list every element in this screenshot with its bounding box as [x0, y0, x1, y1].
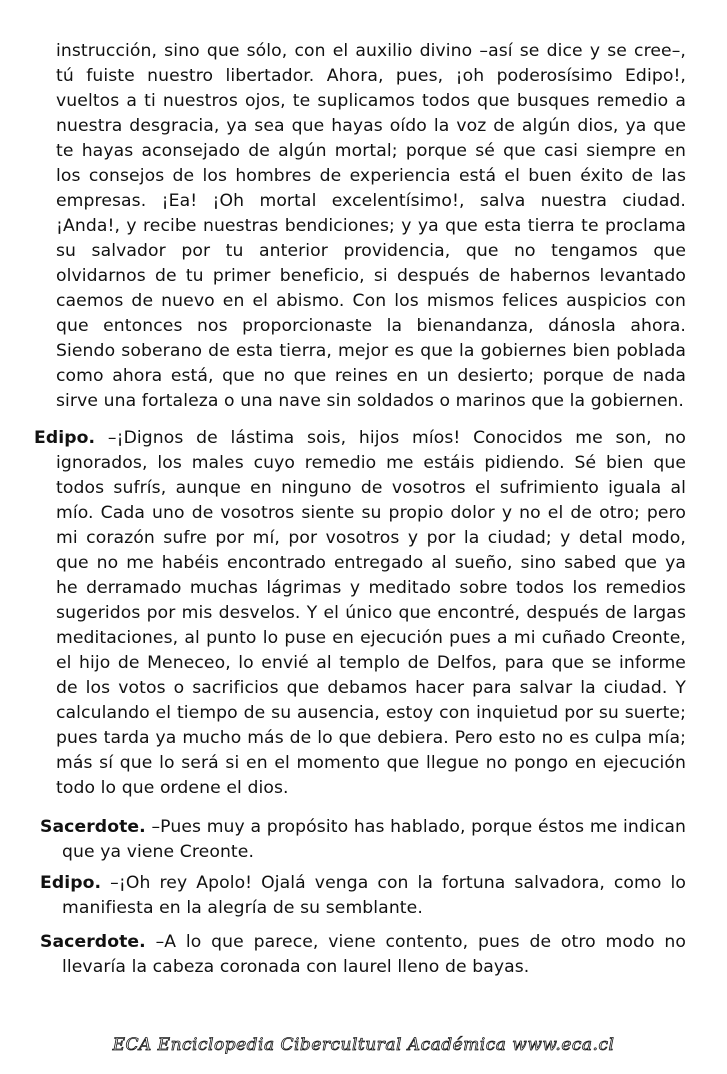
- intro-paragraph-text: instrucción, sino que sólo, con el auxilio divino –así se dice y se cree–, tú fuiste nuestro libertador. Ahora, pues, ¡oh poderosísimo Edipo!, vueltos a ti nuestros ojos, te suplicamos todos que busques remedio a nuestra desgracia, ya sea que hayas oído la voz de algún dios, ya que te hayas aconsejado de algún mortal; porque sé que casi siempre en los consejos de los hombres de experiencia está el buen éxito de las empresas. ¡Ea! ¡Oh mortal excelentísimo!, salva nuestra ciudad. ¡Anda!, y recibe nuestras bendiciones; y ya que esta tierra te proclama su salvador por tu anterior providencia, que no tengamos que olvidarnos de tu primer beneficio, si después de habernos levantado caemos de nuevo en el abismo. Con los mismos felices auspicios con que entonces nos proporcionaste la bienandanza, dánosla ahora. Siendo soberano de esta tierra, mejor es que la gobiernes bien poblada como ahora está, que no que reines en un desierto; porque de nada sirve una fortaleza o una nave sin soldados o marinos que la gobiernen.: [56, 41, 686, 411]
- speaker-name: Sacerdote.: [40, 817, 146, 837]
- speech-text: –Pues muy a propósito has hablado, porque éstos me indican que ya viene Creonte.: [62, 817, 686, 862]
- sacerdote-speech-1: [40, 815, 686, 865]
- intro-paragraph: [56, 39, 686, 414]
- speaker-name: Edipo.: [34, 428, 96, 448]
- edipo-speech-2: [40, 871, 686, 921]
- speech-text: –¡Oh rey Apolo! Ojalá venga con la fortuna salvadora, como lo manifiesta en la alegría de su semblante.: [62, 873, 686, 918]
- sacerdote-speech-2: [40, 930, 686, 980]
- speaker-name: Sacerdote.: [40, 932, 146, 952]
- speech-text: –¡Dignos de lástima sois, hijos míos! Conocidos me son, no ignorados, los males cuyo remedio me estáis pidiendo. Sé bien que todos sufrís, aunque en ninguno de vosotros el sufrimiento iguala al mío. Cada uno de vosotros siente su propio dolor y no el de otro; pero mi corazón sufre por mí, por vosotros y por la ciudad; y detal modo, que no me habéis encontrado entregado al sueño, sino sabed que ya he derramado muchas lágrimas y meditado sobre todos los remedios sugeridos por mis desvelos. Y el único que encontré, después de largas meditaciones, al punto lo puse en ejecución pues a mi cuñado Creonte, el hijo de Meneceo, lo envié al templo de Delfos, para que se informe de los votos o sacrificios que debamos hacer para salvar la ciudad. Y calculando el tiempo de su ausencia, estoy con inquietud por su suerte; pues tarda ya mucho más de lo que debiera. Pero esto no es culpa mía; más sí que lo será si en el momento que llegue no pongo en ejecución todo lo que ordene el dios.: [56, 428, 686, 798]
- speech-text: –A lo que parece, viene contento, pues de otro modo no llevaría la cabeza coronada con laurel lleno de bayas.: [62, 932, 686, 977]
- speaker-name: Edipo.: [40, 873, 102, 893]
- edipo-speech-1: [34, 426, 686, 801]
- footer-credit: ECA Enciclopedia Cibercultural Académica www.eca.cl: [112, 1035, 615, 1055]
